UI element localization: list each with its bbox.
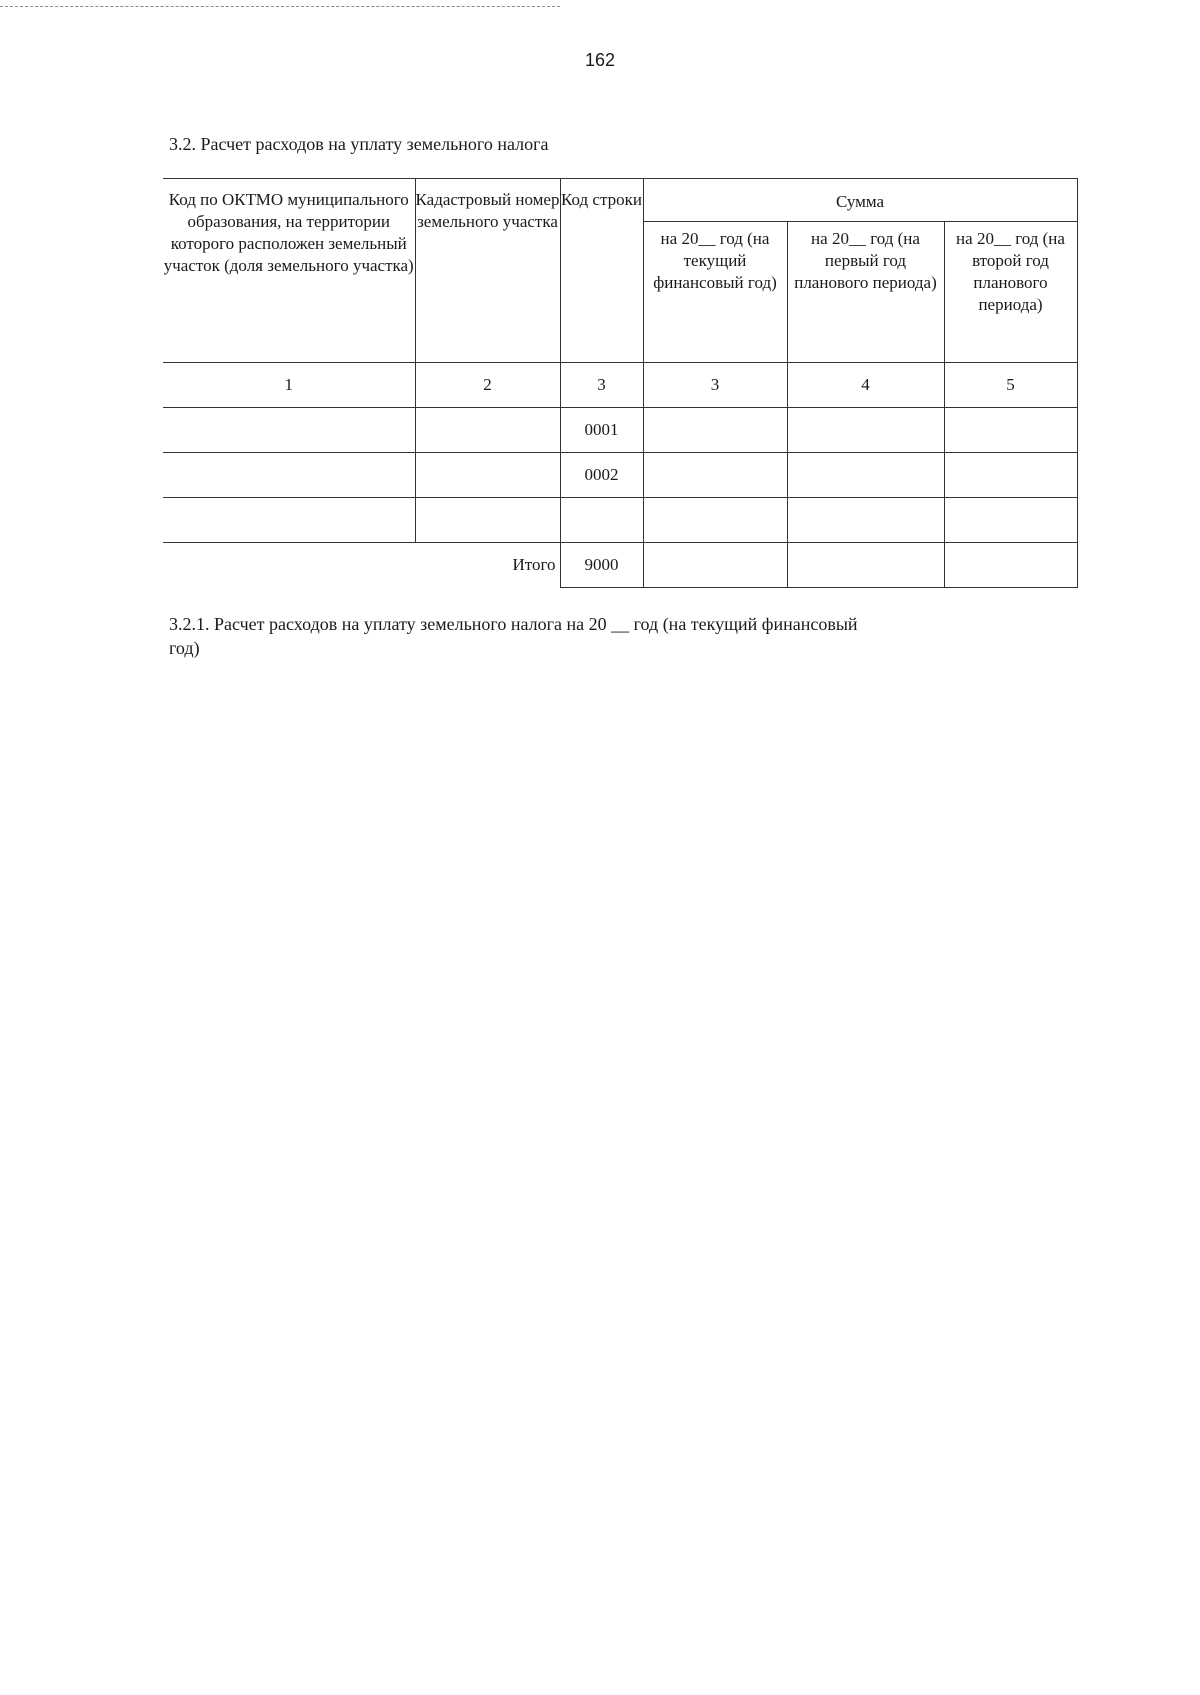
total-row xyxy=(163,543,1077,588)
cell-oktmo xyxy=(163,408,415,453)
land-tax-table xyxy=(163,178,1078,588)
total-row-code: 9000 xyxy=(560,543,643,588)
header-sum-first-plan-year: на 20__ год (на первый год планового периода) xyxy=(787,222,944,363)
header-sum-current-year: на 20__ год (на текущий финансовый год) xyxy=(643,222,787,363)
cell-sum-first xyxy=(787,408,944,453)
cell-sum-current xyxy=(643,408,787,453)
cell-row-code xyxy=(560,498,643,543)
cell-cadastral xyxy=(415,498,560,543)
cell-sum-second xyxy=(944,453,1077,498)
header-row xyxy=(163,179,1077,222)
total-sum-first xyxy=(787,543,944,588)
column-number: 3 xyxy=(560,363,643,408)
cell-row-code: 0001 xyxy=(560,408,643,453)
table-row xyxy=(163,498,1077,543)
cell-cadastral xyxy=(415,408,560,453)
cell-row-code: 0002 xyxy=(560,453,643,498)
cell-sum-second xyxy=(944,408,1077,453)
top-scan-rule xyxy=(0,6,560,7)
header-row-code: Код строки xyxy=(560,179,643,363)
total-label: Итого xyxy=(163,543,560,588)
page-number: 162 xyxy=(584,50,616,70)
cell-sum-first xyxy=(787,498,944,543)
column-number: 1 xyxy=(163,363,415,408)
cell-sum-current xyxy=(643,453,787,498)
header-oktmo: Код по ОКТМО муниципального образования, на территории которого расположен земельный участок (доля земельного участка) xyxy=(163,179,415,363)
header-sum: Сумма xyxy=(643,179,1077,222)
sub-heading: 3.2.1. Расчет расходов на уплату земельного налога на 20 __ год (на текущий финансовый год) xyxy=(169,614,858,658)
cell-sum-second xyxy=(944,498,1077,543)
table-row xyxy=(163,453,1077,498)
table-row xyxy=(163,408,1077,453)
cell-cadastral xyxy=(415,453,560,498)
column-numbers-row xyxy=(163,363,1077,408)
total-sum-current xyxy=(643,543,787,588)
cell-sum-first xyxy=(787,453,944,498)
header-cadastral-number: Кадастровый номер земельного участка xyxy=(415,179,560,363)
total-sum-second xyxy=(944,543,1077,588)
cell-oktmo xyxy=(163,453,415,498)
column-number: 2 xyxy=(415,363,560,408)
section-heading: 3.2. Расчет расходов на уплату земельного налога xyxy=(169,134,549,154)
cell-oktmo xyxy=(163,498,415,543)
cell-sum-current xyxy=(643,498,787,543)
column-number: 3 xyxy=(643,363,787,408)
header-sum-second-plan-year: на 20__ год (на второй год планового периода) xyxy=(944,222,1077,363)
column-number: 5 xyxy=(944,363,1077,408)
column-number: 4 xyxy=(787,363,944,408)
